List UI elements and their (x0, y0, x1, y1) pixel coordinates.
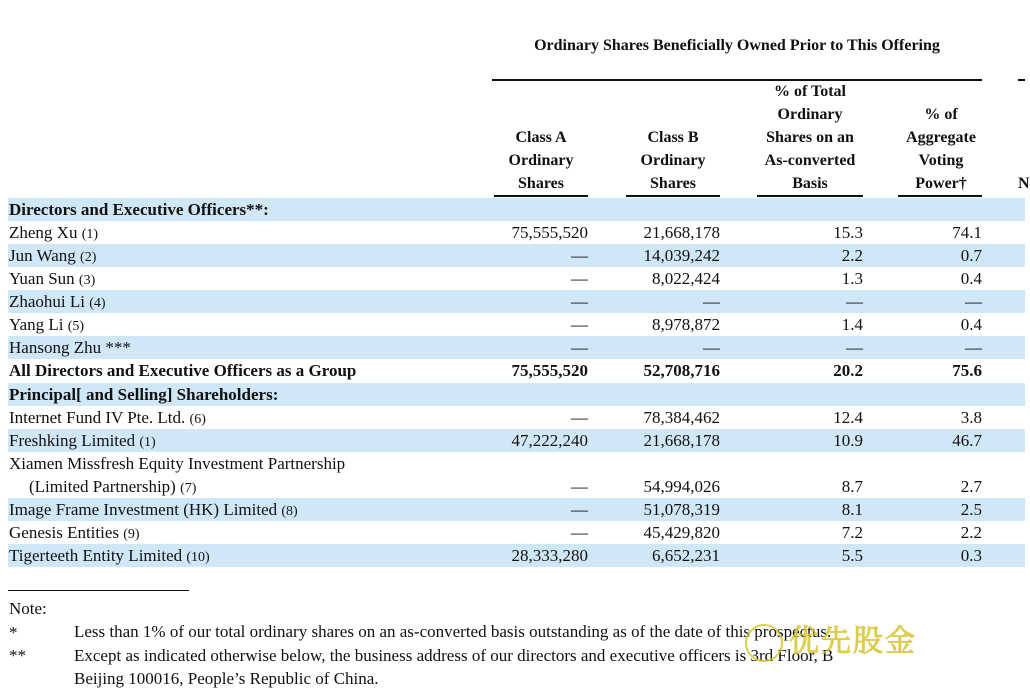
footnote-text: Beijing 100016, People’s Republic of China. (74, 669, 379, 688)
note-title: Note: (9, 599, 47, 618)
table-row: Hansong Zhu *** — — — — (8, 336, 1025, 359)
edge-rule (1018, 79, 1025, 81)
row-name: Yang Li (5) (9, 315, 85, 334)
group-header-rule (492, 79, 982, 81)
row-name: Xiamen Missfresh Equity Investment Partnership (Limited Partnership) (7) (9, 454, 346, 496)
table-row: Jun Wang (2) — 14,039,242 2.2 0.7 (8, 244, 1025, 267)
table-row: Zhaohui Li (4) — — — — (8, 290, 1025, 313)
section-header-directors: Directors and Executive Officers**: (8, 198, 1025, 221)
col-rule-pct-voting (898, 195, 982, 197)
group-header: Ordinary Shares Beneficially Owned Prior to This Offering (534, 37, 940, 54)
row-name: Zheng Xu (1) (9, 223, 99, 242)
col-header-edge-fragment: N (1018, 175, 1030, 192)
row-name: Hansong Zhu *** (9, 338, 131, 357)
watermark-logo-icon (745, 624, 783, 662)
table-row: Xiamen Missfresh Equity Investment Partnership (Limited Partnership) (7) — 54,994,026 8.7 2.7 (8, 452, 1025, 498)
footnote-mark: * (9, 623, 18, 642)
section-header-principal: Principal[ and Selling] Shareholders: (8, 383, 1025, 406)
col-header-class-a: Class A Ordinary Shares (508, 129, 574, 192)
table-row: Yuan Sun (3) — 8,022,424 1.3 0.4 (8, 267, 1025, 290)
row-name: Yuan Sun (3) (9, 269, 96, 288)
row-name: All Directors and Executive Officers as a Group (9, 361, 357, 380)
col-header-pct-total: % of Total Ordinary Shares on an As-converted Basis (764, 83, 856, 192)
footnote-text: Less than 1% of our total ordinary shares on an as-converted basis outstanding as of the date of this prospectus. (74, 622, 832, 641)
table-row-group-total: All Directors and Executive Officers as a Group 75,555,520 52,708,716 20.2 75.6 (9, 361, 982, 380)
table-row: Internet Fund IV Pte. Ltd. (6) — 78,384,462 12.4 3.8 (8, 406, 1025, 429)
table-row: Image Frame Investment (HK) Limited (8) — 51,078,319 8.1 2.5 (8, 498, 1025, 521)
table-row: Tigerteeth Entity Limited (10) 28,333,280 6,652,231 5.5 0.3 (8, 544, 1025, 567)
table-row: Yang Li (5) — 8,978,872 1.4 0.4 (8, 313, 1025, 336)
col-header-pct-voting: % of Aggregate Voting Power† (906, 106, 976, 192)
col-rule-class-a (494, 195, 588, 197)
footnote-rule (8, 590, 189, 591)
table-row: Zheng Xu (1) 75,555,520 21,668,178 15.3 74.1 (8, 221, 1025, 244)
row-name: Tigerteeth Entity Limited (10) (9, 546, 210, 565)
row-name: Internet Fund IV Pte. Ltd. (6) (9, 408, 206, 427)
watermark-text: 优先股金 (789, 624, 917, 659)
row-name: Genesis Entities (9) (9, 523, 140, 542)
watermark (745, 618, 1020, 666)
footnote-text: Except as indicated otherwise below, the business address of our directors and executive officers is 3rd Floor, B (74, 646, 834, 665)
row-name: Zhaohui Li (4) (9, 292, 106, 311)
footnote-mark: ** (9, 646, 26, 665)
col-rule-class-b (626, 195, 720, 197)
row-name: Freshking Limited (1) (9, 431, 156, 450)
col-rule-pct-total (757, 195, 863, 197)
row-name: Jun Wang (2) (9, 246, 97, 265)
col-header-class-b: Class B Ordinary Shares (640, 129, 706, 192)
table-row: Genesis Entities (9) — 45,429,820 7.2 2.2 (8, 521, 1025, 544)
table-row: Freshking Limited (1) 47,222,240 21,668,178 10.9 46.7 (8, 429, 1025, 452)
row-name: Image Frame Investment (HK) Limited (8) (9, 500, 298, 519)
